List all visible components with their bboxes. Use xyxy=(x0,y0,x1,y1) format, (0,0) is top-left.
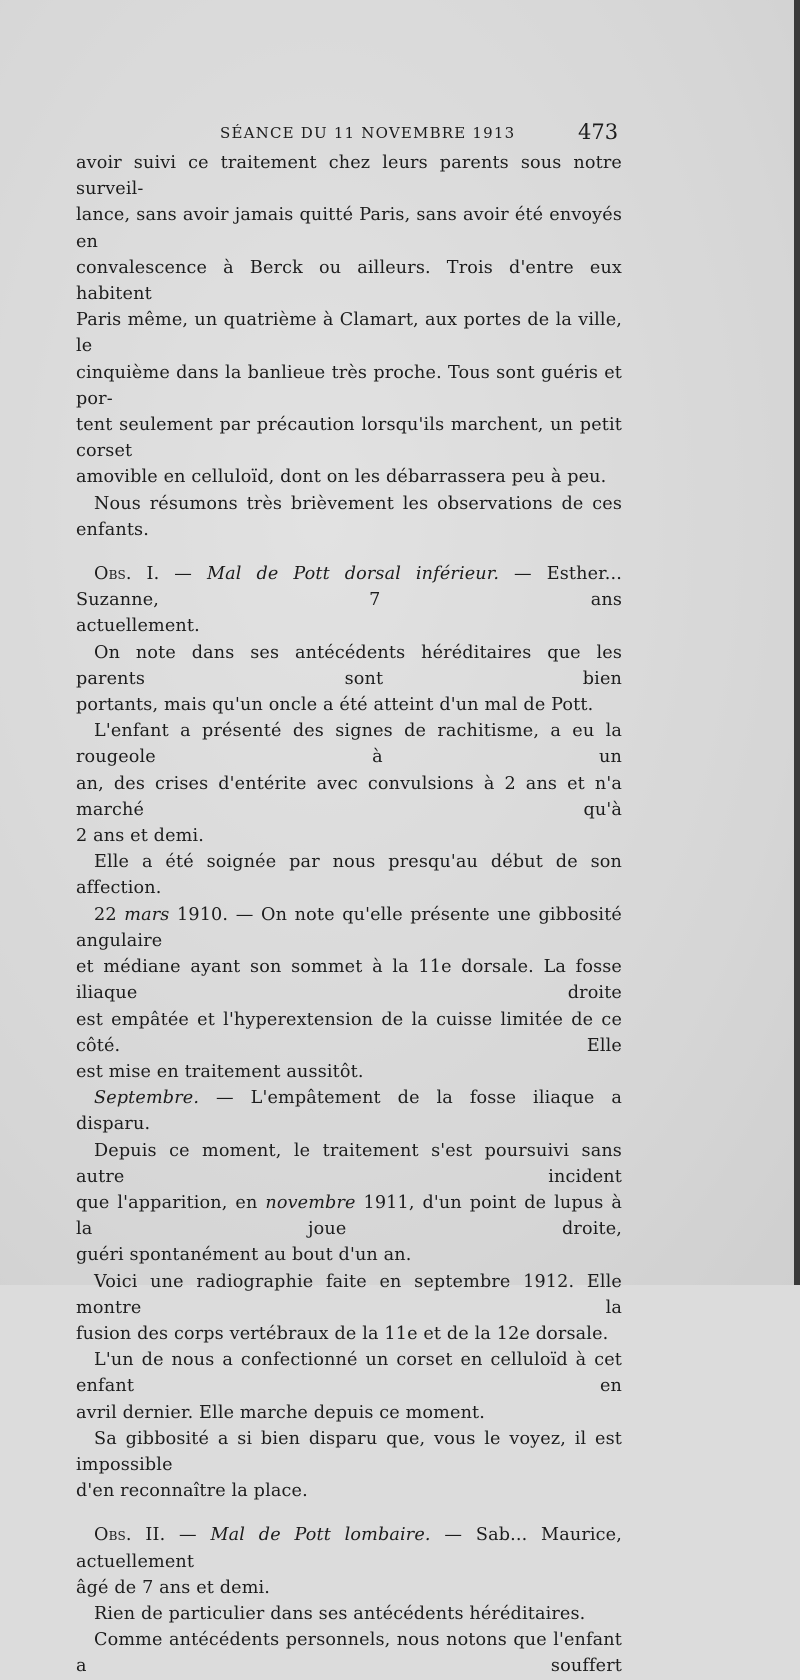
text-line: fusion des corps vertébraux de la 11e et de la 12e dorsale. xyxy=(76,1323,609,1344)
observation-label: Obs. I. — xyxy=(94,564,193,585)
text-line: Paris même, un quatrième à Clamart, aux portes de la ville, le xyxy=(76,310,622,357)
observation-title: Mal de Pott lombaire. xyxy=(210,1525,431,1546)
page-header xyxy=(0,120,800,150)
observation-label: Obs. II. — xyxy=(94,1525,197,1546)
body-text xyxy=(76,150,622,1680)
text-line: L'un de nous a confectionné un corset en celluloïd à cet enfant en xyxy=(76,1350,622,1397)
text-segment: que l'apparition, en xyxy=(76,1192,258,1213)
text-line: Nous résumons très brièvement les observations de ces enfants. xyxy=(76,493,622,540)
dated-entry xyxy=(76,902,622,954)
page-edge-shadow xyxy=(794,0,800,1285)
text-line: L'enfant a présenté des signes de rachitisme, a eu la rougeole à un xyxy=(76,721,622,768)
observation-heading xyxy=(76,1522,622,1574)
text-line: amovible en celluloïd, dont on les débarrassera peu à peu. xyxy=(76,467,607,488)
text-line: lance, sans avoir jamais quitté Paris, sans avoir été envoyés en xyxy=(76,205,622,252)
text-segment: 1911, d'un point de lupus à la joue droite, xyxy=(76,1192,622,1240)
entry-text: — L'empâtement de la fosse iliaque a disparu. xyxy=(76,1088,623,1135)
text-line: guéri spontanément au bout d'un an. xyxy=(76,1245,412,1266)
text-line: actuellement. xyxy=(76,616,200,637)
text-line: On note dans ses antécédents héréditaires que les parents sont bien xyxy=(76,642,622,689)
page-number: 473 xyxy=(578,120,619,144)
text-line: Depuis ce moment, le traitement s'est poursuivi sans autre incident xyxy=(76,1140,622,1187)
dated-entry xyxy=(76,1085,622,1137)
date-month: novembre xyxy=(265,1192,356,1213)
text-line: d'en reconnaître la place. xyxy=(76,1481,308,1502)
text-line: Comme antécédents personnels, nous notons que l'enfant a souffert xyxy=(76,1630,622,1677)
text-line: Rien de particulier dans ses antécédents héréditaires. xyxy=(94,1603,586,1624)
running-head: SÉANCE DU 11 NOVEMBRE 1913 xyxy=(220,124,516,142)
text-line: et médiane ayant son sommet à la 11e dorsale. La fosse iliaque droite xyxy=(76,957,622,1004)
text-line: avril dernier. Elle marche depuis ce moment. xyxy=(76,1402,486,1423)
date-month: Septembre. xyxy=(94,1088,200,1109)
text-line: an, des crises d'entérite avec convulsions à 2 ans et n'a marché qu'à xyxy=(76,773,622,820)
text-line: portants, mais qu'un oncle a été atteint d'un mal de Pott. xyxy=(76,695,594,716)
date-month: mars xyxy=(124,904,170,925)
text-line xyxy=(76,1190,622,1242)
text-line: cinquième dans la banlieue très proche. Tous sont guéris et por- xyxy=(76,362,622,409)
observation-title: Mal de Pott dorsal inférieur. xyxy=(206,564,500,585)
text-line: Elle a été soignée par nous presqu'au début de son affection. xyxy=(76,852,622,899)
text-line: est mise en traitement aussitôt. xyxy=(76,1061,364,1082)
observation-patient: — Sab... Maurice, actuellement xyxy=(76,1525,622,1572)
text-line: tent seulement par précaution lorsqu'ils marchent, un petit corset xyxy=(76,415,622,462)
entry-text: 1910. — On note qu'elle présente une gibbosité angulaire xyxy=(76,904,622,951)
text-line: est empâtée et l'hyperextension de la cuisse limitée de ce côté. Elle xyxy=(76,1009,622,1056)
text-line: Voici une radiographie faite en septembre 1912. Elle montre la xyxy=(76,1271,622,1318)
observation-heading xyxy=(76,561,622,613)
text-line: avoir suivi ce traitement chez leurs parents sous notre surveil- xyxy=(76,153,622,200)
text-line: convalescence à Berck ou ailleurs. Trois d'entre eux habitent xyxy=(76,257,622,305)
date-day: 22 xyxy=(94,904,117,925)
text-line: âgé de 7 ans et demi. xyxy=(76,1577,271,1598)
observation-patient: — Esther... Suzanne, 7 ans xyxy=(76,564,622,611)
text-line: 2 ans et demi. xyxy=(76,826,204,847)
text-line: Sa gibbosité a si bien disparu que, vous le voyez, il est impossible xyxy=(76,1428,622,1475)
